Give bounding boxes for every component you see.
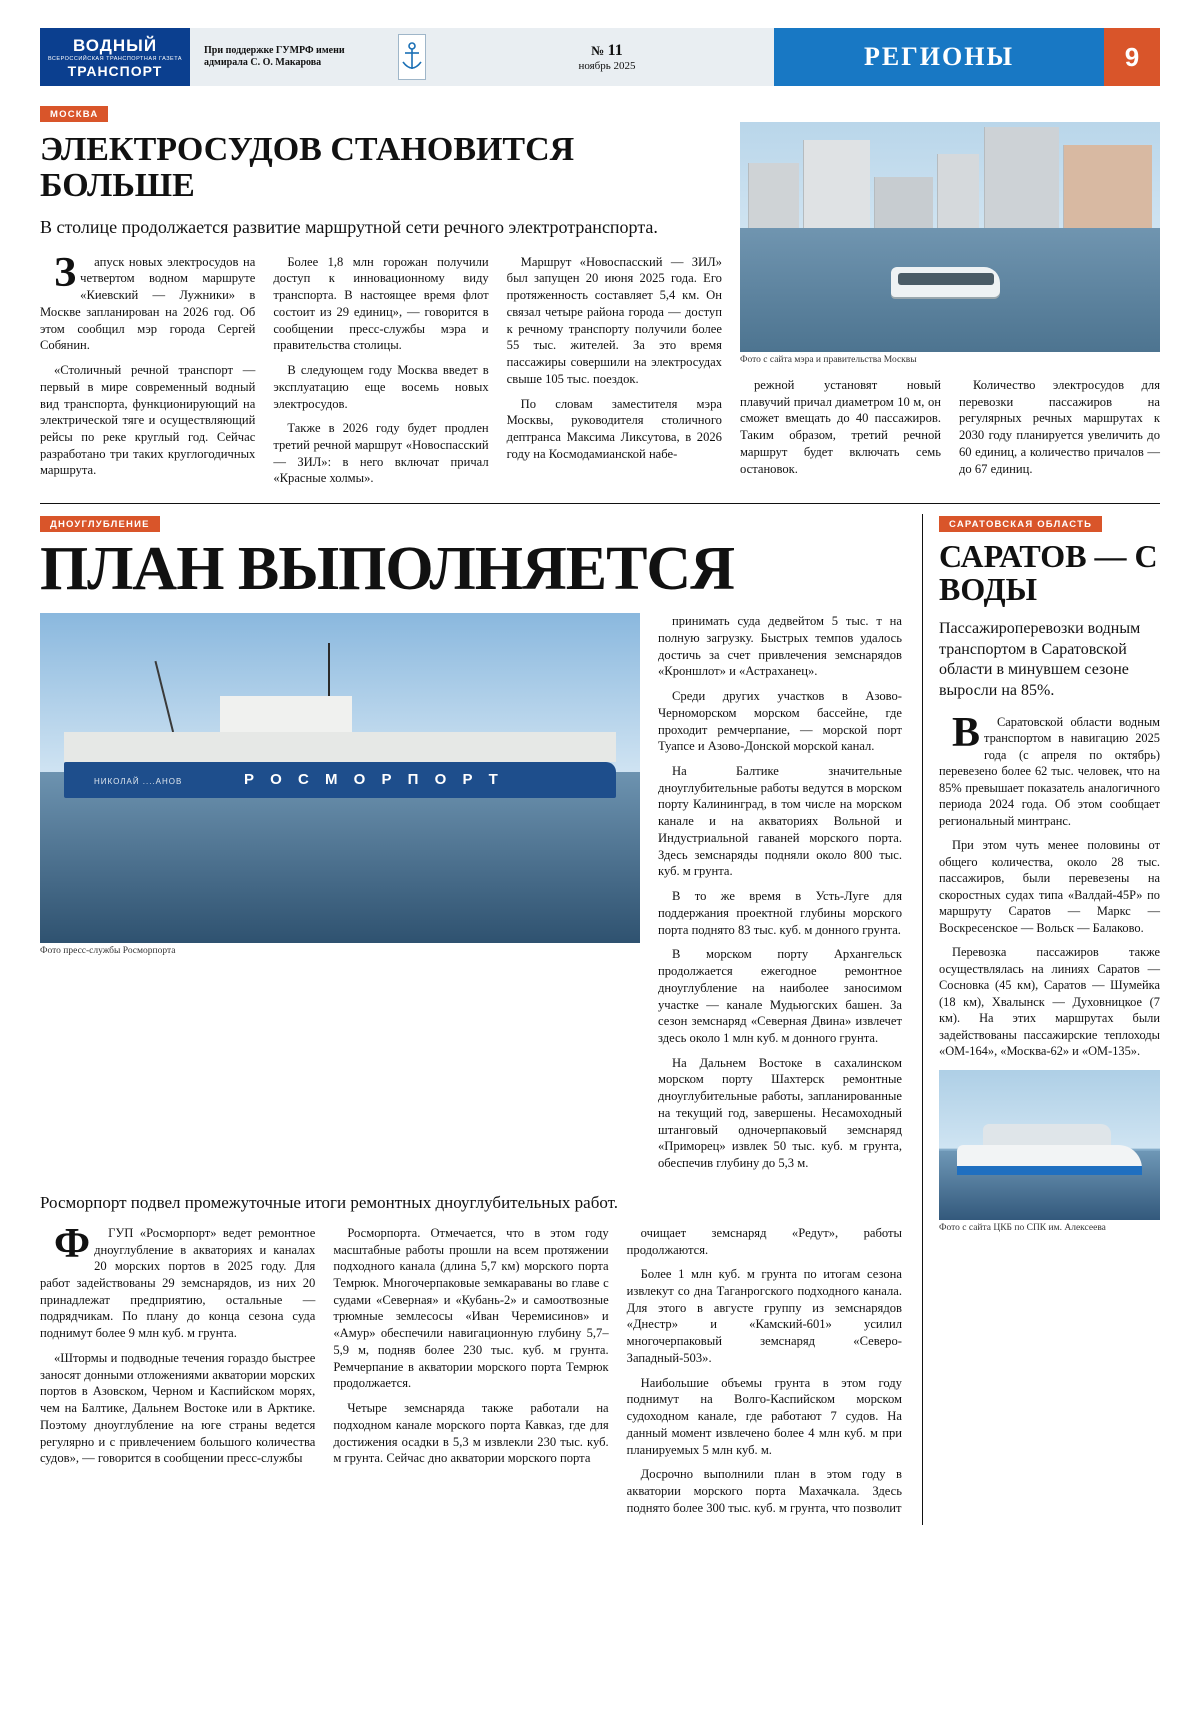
article2-side-column [658,613,902,1180]
paragraph: Более 1 млн куб. м грунта по итогам сезона извлекут со дна Таганрогского подходного канала. Для этого в августе группу из земснарядов «Днестр» и «Камский-601» усилил многочерпаковый земснаряд «Северо-Западный-503». [626,1267,902,1365]
issue-block [440,28,774,86]
paragraph: «Столичный речной транспорт — первый в мире современный водный вид транспорта, функционирующий на электрической тяге и осуществляющий рейсы по реке круглый год. Сейчас разработано три таких круглогодичных маршрута. [40,363,256,478]
paragraph: Досрочно выполнили план в этом году в акватории морского порта Махачкала. Здесь поднято более 300 тыс. куб. м грунта, что позволит [626,1467,902,1515]
paragraph: При этом чуть менее половины от общего количества, около 28 тыс. пассажиров, были перевезены на скоростных судах типа «Валдай-45Р» по маршруту Саратов — Маркс — Воскресенское — Вольск — Балаково. [939,838,1160,935]
article-tag-moscow: МОСКВА [40,106,108,122]
paragraph: Количество электросудов для перевозки пассажиров на регулярных речных маршрутах к 2030 году планируется увеличить до 60 единиц, а количество причалов — до 67 единиц. [959,378,1160,476]
article-moscow [40,104,1160,495]
paragraph: В морском порту Архангельск продолжается ежегодное ремонтное дноуглубление на наиболее заносимом участке — канале Мудьюгских башен. За сезон земснаряд «Северная Двина» извлечет здесь около 1 млн куб. м донного грунта. [658,947,902,1045]
article3-headline: САРАТОВ — С ВОДЫ [939,538,1158,608]
lower-section [40,514,1160,1524]
article2-photo [40,613,640,943]
issue-date: ноябрь 2025 [578,60,636,72]
paragraph: Наибольшие объемы грунта в этом году поднимут на Волго-Каспийском морском судоходном канале, где работают 7 судов. На данный момент извлечено более 4 млн куб. м при планируемых 5 млн куб. м. [626,1375,902,1457]
paragraph: На Балтике значительные дноуглубительные работы ведутся в морском порту Калининград, в том числе на морском канале и на акваториях Вольной и Индустриальной гаваней морского порта. Здесь земснаряды подняли около 800 тыс. куб. м грунта. [658,763,902,879]
paragraph: режной установят новый плавучий причал диаметром 10 м, он сможет вмещать до 40 пассажиров. Таким образом, третий речной маршрут будет включать семь остановок. [740,378,941,476]
article3-photo [939,1070,1160,1220]
article-tag-saratov: САРАТОВСКАЯ ОБЛАСТЬ [939,516,1102,532]
paragraph: Маршрут «Новоспасский — ЗИЛ» был запущен 20 июня 2025 года. Его протяженность составляет 5,4 км. Он связал четыре района города — доступ к речному транспорту получили более 55 тыс. жителей. За это время пассажиры совершили на электросудах свыше 105 тыс. поездок. [506,254,722,386]
paragraph: принимать суда дедвейтом 5 тыс. т на полную загрузку. Быстрых темпов удалось достичь за счет привлечения земснарядов «Кроншлот» и «Астраханец». [658,614,902,679]
paragraph: ФГУП «Росморпорт» ведет ремонтное дноуглубление в акваториях и каналах 20 морских портов в 2025 году. Для работ задействованы 29 земснарядов, из них 20 принадлежат предприятию, остальные — подрядчикам. По плану до конца сезона суда поднимут более 9 млн куб. м грунта. [40,1220,316,1341]
article1-col1 [40,249,256,496]
vessel-name-text: НИКОЛАЙ ....АНОВ [94,777,183,787]
paragraph: В следующем году Москва введет в эксплуатацию еще восемь новых электросудов. [273,363,489,411]
logo-subtitle-text: ВСЕРОССИЙСКАЯ ТРАНСПОРТНАЯ ГАЗЕТА [47,55,183,62]
article1-headline: ЭЛЕКТРОСУДОВ СТАНОВИТСЯ БОЛЬШЕ [40,131,575,204]
paragraph: На Дальнем Востоке в сахалинском морском порту Шахтерск ремонтные дноуглубительные работы, запланированные на текущий год, завершены. Несамоходный штанговый одночерпаковый земснаряд «Приморец» извлек 50 тыс. куб. м грунта, обеспечив глубину до 5,3 м. [658,1055,902,1171]
paragraph: Среди других участков в Азово-Черноморском морском бассейне, где проходит ремчерпание, — морской порт Туапсе и Азово-Донской морской канал. [658,689,902,754]
article2-photo-caption: Фото пресс-службы Росморпорта [40,946,176,957]
support-text: При поддержке ГУМРФ имени адмирала С. О. Макарова [204,44,345,68]
article2-col1 [40,1220,316,1525]
article1-photo-caption: Фото с сайта мэра и правительства Москвы [740,355,917,365]
article-saratov [922,514,1160,1524]
logo-bottom-text: ТРАНСПОРТ [67,62,163,79]
article2-headline: ПЛАН ВЫПОЛНЯЕТСЯ [40,535,734,604]
section-title: РЕГИОНЫ [774,28,1104,86]
paragraph: Запуск новых электросудов на четвертом водном маршруте «Киевский — Лужники» в Москве запланирован на 2026 год. Об этом сообщил мэр города Сергей Собянин. [40,249,256,353]
masthead [40,28,1160,86]
issue-number-value: 11 [607,42,623,59]
paragraph: По словам заместителя мэра Москвы, руководителя столичного дептранса Максима Ликсутова, в 2026 году на Космодамианской набе- [506,396,722,461]
paragraph: Более 1,8 млн горожан получили доступ к инновационному виду транспорта. В настоящее время флот состоит из 29 единиц», — говорится в сообщении пресс-службы мэра и правительства столицы. [273,254,489,353]
anchor-emblem-icon [398,34,427,80]
paragraph: Также в 2026 году будет продлен третий речной маршрут «Новоспасский — ЗИЛ»: в него включат причал «Красные холмы». [273,421,489,486]
article1-col5 [959,377,1160,485]
issue-label: № [591,43,605,58]
paragraph: Четыре земснаряда также работали на подходном канале морского порта Кавказ, где для достижения осадки в 5,3 м извлекли 230 тыс. куб. м грунта. Сейчас дно акватории морского порта [333,1401,609,1466]
article1-col3 [507,254,722,496]
article1-col2 [273,254,488,496]
paragraph: Перевозка пассажиров также осуществлялась на линиях Саратов — Сосновка (45 км), Саратов — Шумейка (18 км), Хвалынск — Духовницкое (7 км). На этих маршрутах были задействованы пассажирские теплоходы «ОМ-164», «Москва-62» и «ОМ-135». [939,945,1160,1059]
divider [40,503,1160,504]
article-dredging [40,514,902,1524]
publication-logo [40,28,190,86]
article2-subhead: Росморпорт подвел промежуточные итоги ремонтных дноуглубительных работ. [40,1192,619,1212]
article1-photo [740,122,1160,352]
article1-standfirst: В столице продолжается развитие маршрутной сети речного электротранспорта. [40,217,658,238]
article2-col3 [627,1225,902,1525]
article1-columns [40,249,722,496]
article1-col4 [740,377,941,485]
paragraph: «Штормы и подводные течения гораздо быстрее заносят донными отложениями акватории морских портов в Азовском, Черном и Каспийском морях, чем на Балтике, Дальнем Востоке или в Арктике. Поэтому дноуглубление на юге страны ведется регулярно и с привлечением большого количества судов», — говорится в сообщении пресс-службы [40,1350,316,1466]
article3-photo-caption: Фото с сайта ЦКБ по СПК им. Алексеева [939,1222,1106,1233]
issue-number [591,42,622,60]
page-number: 9 [1104,28,1160,86]
article2-col2 [333,1225,608,1525]
vessel-brand-text: Р О С М О Р П О Р Т [244,771,504,789]
support-block [190,28,440,86]
paragraph: В то же время в Усть-Луге для поддержания проектной глубины морского порта поднято 83 тыс. куб. м донного грунта. [658,889,902,937]
paragraph: очищает земснаряд «Редут», работы продолжаются. [626,1225,902,1257]
logo-top-text: ВОДНЫЙ [72,35,158,55]
paragraph: ВСаратовской области водным транспортом в навигацию 2025 года (с апреля по октябрь) перевезено более 62 тыс. человек, что на 85% превышает показатель аналогичного периода 2024 года. Об этом сообщает региональный минтранс. [939,709,1160,828]
article-tag-dredging: ДНОУГЛУБЛЕНИЕ [40,516,160,532]
article3-standfirst: Пассажироперевозки водным транспортом в Саратовской области в минувшем сезоне выросли на 85%. [939,619,1141,700]
paragraph: Росморпорта. Отмечается, что в этом году масштабные работы прошли на всем протяжении подходного канала (длина 5,7 км) морского порта Темрюк. Многочерпаковые земкараваны во главе с судами «Северная» и «Кубань-2» и самоотвозные трюмные землесосы «Иван Черемисинов» и «Амур» обеспечили навигационную глубину 5,7–5,9 м, подняв более 230 тыс. куб. м грунта. Ремчерпание в акватории морского порта Темрюк продолжается. [333,1225,609,1391]
newspaper-page [0,28,1200,1724]
